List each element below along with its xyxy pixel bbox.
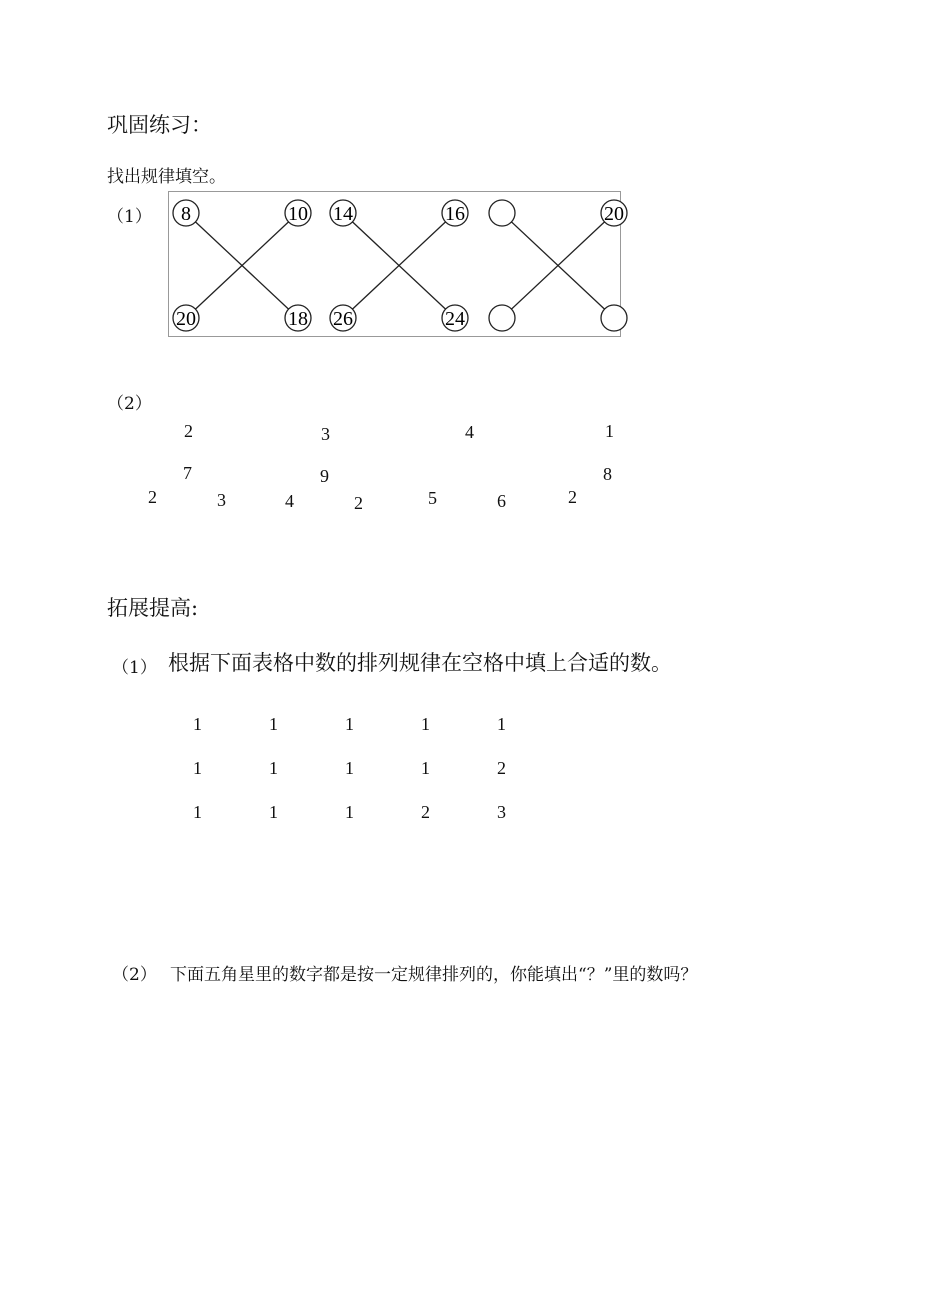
circle-number: 20 — [604, 203, 624, 225]
table-cell: 3 — [497, 802, 506, 822]
circle-number: 24 — [445, 308, 465, 330]
table-cell: 1 — [193, 758, 202, 778]
q2-row3-number: 2 — [568, 487, 577, 507]
cross-pattern-svg — [168, 191, 624, 337]
instruction-text: 找出规律填空。 — [107, 167, 226, 187]
question-1-label: （1） — [107, 207, 152, 227]
table-cell: 1 — [269, 758, 278, 778]
cross-pattern-figure — [168, 191, 624, 337]
circle-number: 16 — [445, 203, 465, 225]
q2-row2-number: 7 — [183, 463, 192, 483]
circle-number: 10 — [288, 203, 308, 225]
q2-row1-number: 2 — [184, 421, 193, 441]
q2-row2-number: 8 — [603, 464, 612, 484]
section-title-consolidation: 巩固练习： — [107, 113, 212, 137]
number-circle — [601, 305, 627, 331]
q2-row3-number: 6 — [497, 491, 506, 511]
table-cell: 1 — [497, 714, 506, 734]
table-cell: 1 — [345, 758, 354, 778]
q2-row3-number: 3 — [217, 490, 226, 510]
circle-number: 14 — [333, 203, 353, 225]
q2-row3-number: 5 — [428, 488, 437, 508]
circle-number: 8 — [181, 203, 191, 225]
number-circle — [489, 305, 515, 331]
q2-row3-number: 2 — [354, 493, 363, 513]
question-2-label: （2） — [107, 394, 152, 414]
extension-q1-text: 根据下面表格中数的排列规律在空格中填上合适的数。 — [168, 651, 672, 675]
q2-row3-number: 2 — [148, 487, 157, 507]
extension-q1-label: （1） — [112, 658, 157, 678]
table-cell: 1 — [421, 714, 430, 734]
table-cell: 2 — [497, 758, 506, 778]
circle-number: 26 — [333, 308, 353, 330]
table-cell: 1 — [345, 802, 354, 822]
q2-row2-number: 9 — [320, 466, 329, 486]
section-title-extension: 拓展提高: — [107, 596, 199, 620]
extension-q2-text: 下面五角星里的数字都是按一定规律排列的，你能填出“？”里的数吗？ — [170, 965, 698, 985]
figure-border — [169, 192, 621, 337]
number-circle — [489, 200, 515, 226]
q2-row1-number: 4 — [465, 422, 474, 442]
q2-row3-number: 4 — [285, 491, 294, 511]
circle-number: 18 — [288, 308, 308, 330]
table-cell: 1 — [345, 714, 354, 734]
q2-row1-number: 1 — [605, 421, 614, 441]
table-cell: 2 — [421, 802, 430, 822]
table-cell: 1 — [193, 802, 202, 822]
table-cell: 1 — [193, 714, 202, 734]
table-cell: 1 — [421, 758, 430, 778]
q2-row1-number: 3 — [321, 424, 330, 444]
table-cell: 1 — [269, 714, 278, 734]
extension-q2-label: （2） — [112, 965, 157, 985]
circle-number: 20 — [176, 308, 196, 330]
table-cell: 1 — [269, 802, 278, 822]
